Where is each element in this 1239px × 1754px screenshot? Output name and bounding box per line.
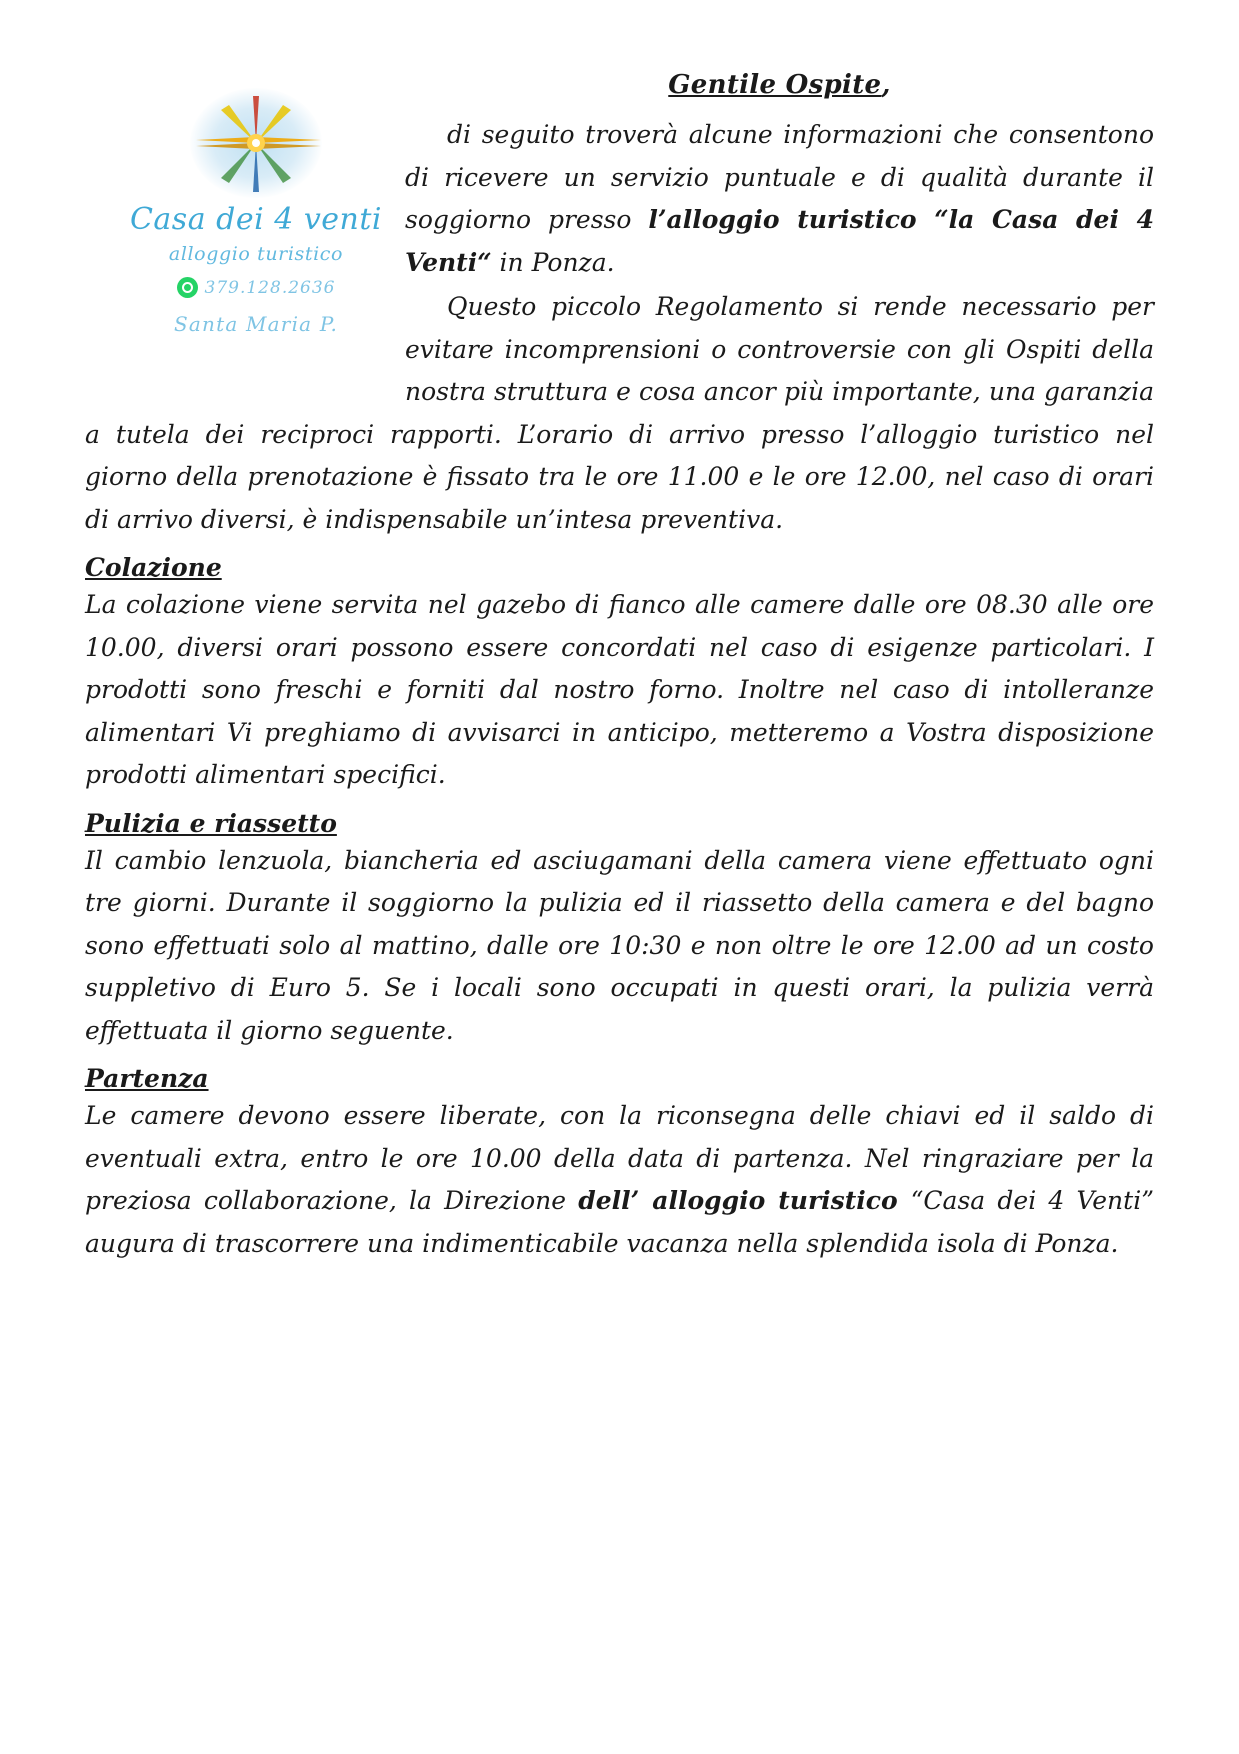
logo-block [125, 88, 387, 388]
intro-1-b: l’alloggio turistico “la Casa dei 4 Venti“ [405, 205, 1155, 277]
logo-subtitle: alloggio turistico [168, 243, 344, 265]
section-body-colazione: La colazione viene servita nel gazebo di fianco alle camere dalle ore 08.30 alle ore 10.00, diversi orari possono essere concordati nel caso di esigenze particolari. I prodotti sono freschi e forniti dal nostro forno. Inoltre nel caso di intolleranze alimentari Vi preghiamo di avvisarci in anticipo, metteremo a Vostra disposizione prodotti alimentari specifici. [85, 590, 1154, 789]
section-partenza [85, 1054, 1154, 1265]
section-body-pulizia: Il cambio lenzuola, biancheria ed asciugamani della camera viene effettuato ogni tre giorni. Durante il soggiorno la pulizia ed il riassetto della camera e del bagno sono effettuati solo al mattino, dalle ore 10:30 e non oltre le ore 12.00 ad un costo suppletivo di Euro 5. Se i locali sono occupati in questi orari, la pulizia verrà effettuata il giorno seguente. [85, 845, 1154, 1045]
intro-1-c: in Ponza. [491, 247, 615, 277]
logo-name: Casa dei 4 venti [129, 202, 383, 237]
section-heading-colazione: Colazione [85, 553, 222, 582]
partenza-b: dell’ alloggio turistico [578, 1186, 911, 1215]
whatsapp-icon [177, 277, 198, 298]
partenza-a: Le camere devono essere liberate, con la riconsegna delle chiavi ed il saldo di eventuali extra, entro le ore 10.00 della data di partenza. Nel ringraziare per la preziosa collaborazione, la Direzione [85, 1101, 1154, 1215]
intro-paragraph-2: Questo piccolo Regolamento si rende necessario per evitare incomprensioni o controversie con gli Ospiti della nostra struttura e cosa ancor più importante, una garanzia a tutela dei reciproci rapporti. L’orario di arrivo presso l’alloggio turistico nel giorno della prenotazione è fissato tra le ore 11.00 e le ore 12.00, nel caso di orari di arrivo diversi, è indispensabile un’intesa preventiva. [85, 292, 1154, 534]
logo-contact [125, 277, 387, 298]
partenza-c: “Casa dei 4 Venti” augura di trascorrere una indimenticabile vacanza nella splendida isola di Ponza. [85, 1186, 1154, 1258]
section-pulizia [85, 799, 1154, 1053]
star-svg [181, 88, 331, 198]
logo-place: Santa Maria P. [173, 312, 339, 336]
section-body-partenza [85, 1095, 1154, 1265]
logo-phone: 379.128.2636 [204, 277, 336, 298]
section-heading-partenza: Partenza [85, 1064, 209, 1093]
compass-star-icon [181, 88, 331, 198]
section-colazione [85, 543, 1154, 797]
intro-1-a: di seguito troverà alcune informazioni che consentono di ricevere un servizio puntuale e di qualità durante il soggiorno presso [405, 120, 1154, 234]
page-title-underlined: Gentile Ospite [668, 70, 882, 100]
section-heading-pulizia: Pulizia e riassetto [85, 808, 337, 838]
page-title-comma: , [881, 70, 891, 100]
